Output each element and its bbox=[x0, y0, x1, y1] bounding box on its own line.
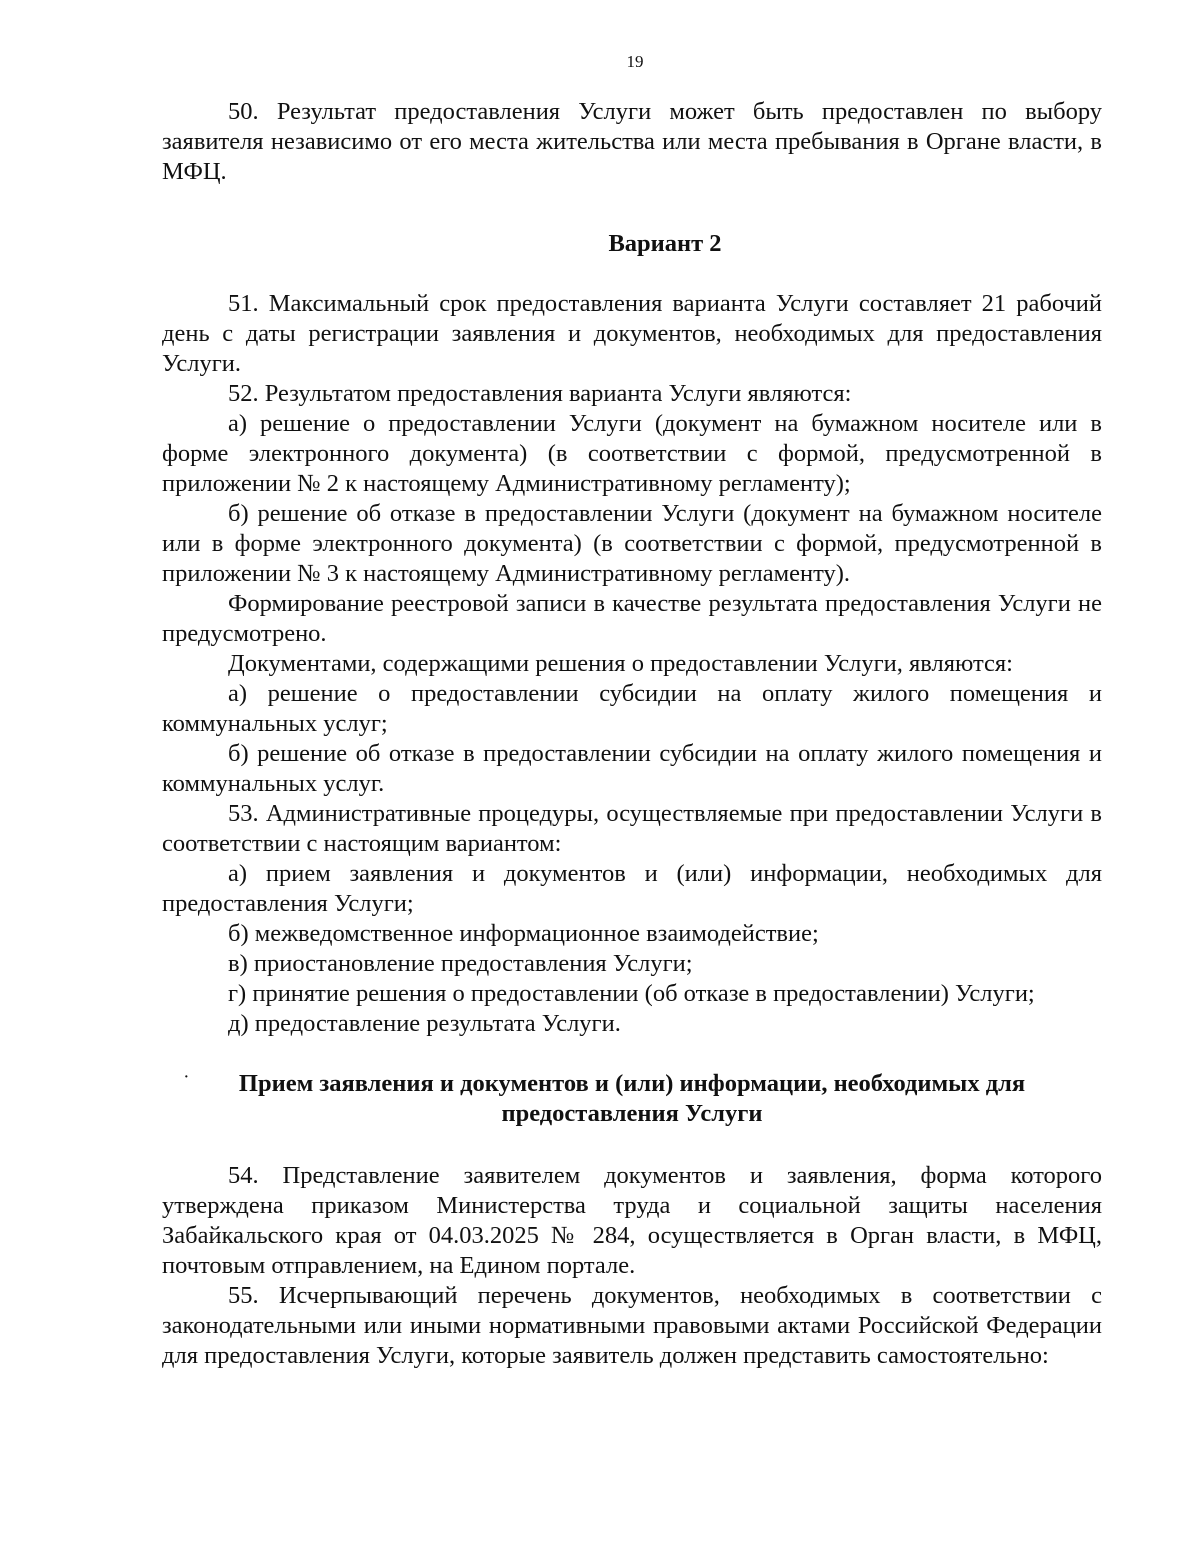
list-item-53e: д) предоставление результата Услуги. bbox=[228, 1010, 621, 1037]
section-heading-line-2: предоставления Услуги bbox=[501, 1100, 763, 1127]
list-item-53b: б) межведомственное информационное взаимодействие; bbox=[228, 920, 819, 947]
paragraph-registry-note: Формирование реестровой записи в качестве результата предоставления Услуги не предусмотрено. bbox=[162, 590, 1102, 647]
paragraph-54: 54. Представление заявителем документов и заявления, форма которого утверждена приказом Министерства труда и социальной защиты населения Забайкальского края от 04.03.2025 № 284, осуществляется в Орган власти, в МФЦ, почтовым отправлением, на Едином портале. bbox=[162, 1162, 1102, 1279]
paragraph-50: 50. Результат предоставления Услуги может быть предоставлен по выбору заявителя независимо от его места жительства или места пребывания в Органе власти, в МФЦ. bbox=[162, 98, 1102, 185]
list-item-decision-b: б) решение об отказе в предоставлении субсидии на оплату жилого помещения и коммунальных услуг. bbox=[162, 740, 1102, 797]
paragraph-decision-documents: Документами, содержащими решения о предоставлении Услуги, являются: bbox=[228, 650, 1013, 677]
list-item-decision-a: а) решение о предоставлении субсидии на оплату жилого помещения и коммунальных услуг; bbox=[162, 680, 1102, 737]
list-item-52a: а) решение о предоставлении Услуги (документ на бумажном носителе или в форме электронного документа) (в соответствии с формой, предусмотренной в приложении № 2 к настоящему Административному регламенту); bbox=[162, 410, 1102, 497]
page-number: 19 bbox=[626, 52, 644, 71]
list-item-52b: б) решение об отказе в предоставлении Услуги (документ на бумажном носителе или в форме электронного документа) (в соответствии с формой, предусмотренной в приложении № 3 к настоящему Административному регламенту). bbox=[162, 500, 1102, 587]
variant-heading: Вариант 2 bbox=[608, 230, 722, 257]
document-body bbox=[162, 97, 1102, 1371]
stray-mark: · bbox=[184, 1070, 189, 1085]
section-heading-line-1: Прием заявления и документов и (или) информации, необходимых для bbox=[238, 1070, 1026, 1097]
paragraph-55: 55. Исчерпывающий перечень документов, необходимых в соответствии с законодательными или иными нормативными правовыми актами Российской Федерации для предоставления Услуги, которые заявитель должен представить самостоятельно: bbox=[162, 1282, 1102, 1369]
paragraph-52: 52. Результатом предоставления варианта Услуги являются: bbox=[228, 380, 852, 407]
section-heading bbox=[162, 1069, 1102, 1129]
list-item-53d: г) принятие решения о предоставлении (об отказе в предоставлении) Услуги; bbox=[228, 980, 1035, 1007]
paragraph-51: 51. Максимальный срок предоставления варианта Услуги составляет 21 рабочий день с даты регистрации заявления и документов, необходимых для предоставления Услуги. bbox=[162, 290, 1102, 377]
list-item-53c: в) приостановление предоставления Услуги; bbox=[228, 950, 693, 977]
paragraph-53: 53. Административные процедуры, осуществляемые при предоставлении Услуги в соответствии с настоящим вариантом: bbox=[162, 800, 1102, 857]
list-item-53a: а) прием заявления и документов и (или) информации, необходимых для предоставления Услуги; bbox=[162, 860, 1102, 917]
